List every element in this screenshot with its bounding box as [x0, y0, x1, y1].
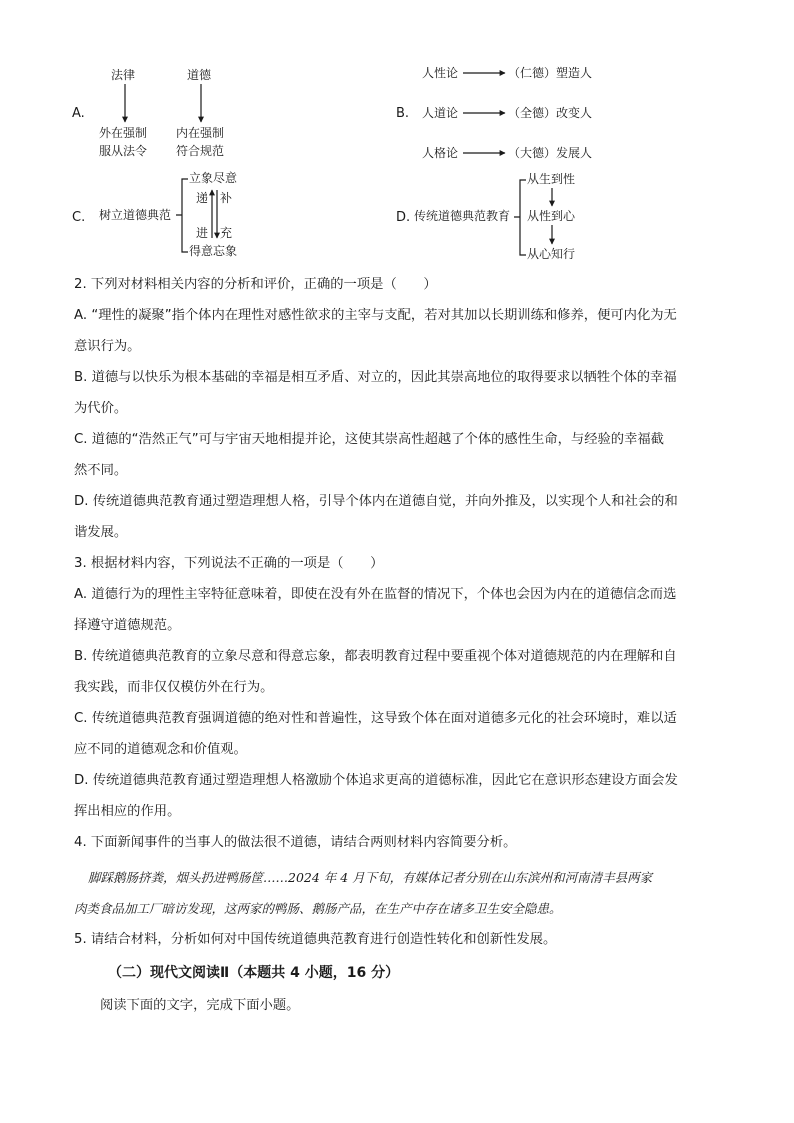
question-5-stem: 5. 请结合材料，分析如何对中国传统道德典范教育进行创造性转化和创新性发展。	[74, 932, 557, 947]
diagram-a-law-line2: 服从法令	[99, 144, 148, 158]
question-3-option-b[interactable]	[74, 641, 724, 703]
diagram-d-item-1: 从生到性	[527, 172, 576, 186]
diagram-b-row3-right: （大德）发展人	[508, 146, 593, 160]
diagram-c-brace	[176, 179, 188, 252]
diagram-a-law: 法律	[111, 68, 136, 82]
diagram-a-option[interactable]: A.	[72, 106, 85, 121]
diagram-b-row3-left: 人格论	[422, 146, 459, 160]
diagram-d-item-3: 从心知行	[527, 247, 576, 261]
diagram-c-right-a: 补	[220, 191, 233, 205]
question-3-option-c[interactable]	[74, 703, 724, 765]
diagram-c-right-b: 充	[220, 226, 233, 240]
question-4-material	[74, 862, 728, 924]
question-2	[74, 269, 724, 858]
diagram-c-left-b: 进	[196, 226, 209, 240]
question-2-option-b-line2: 为代价。	[74, 401, 128, 416]
question-2-option-d-line1: D. 传统道德典范教育通过塑造理想人格，引导个体内在道德自觉，并向外推及，以实现个人和社会的和	[74, 494, 678, 509]
question-4-stem: 4. 下面新闻事件的当事人的做法很不道德，请结合两则材料内容简要分析。	[74, 835, 517, 850]
diagram-c-top: 立象尽意	[189, 171, 238, 185]
diagram-c-option[interactable]: C.	[72, 210, 86, 225]
question-2-stem: 2. 下列对材料相关内容的分析和评价，正确的一项是（ ）	[74, 277, 437, 292]
question-3-option-c-line1: C. 传统道德典范教育强调道德的绝对性和普遍性，这导致个体在面对道德多元化的社会环境时，难以适	[74, 711, 677, 726]
question-3-option-c-line2: 应不同的道德观念和价值观。	[74, 742, 247, 757]
question-2-option-b-line1: B. 道德与以快乐为根本基础的幸福是相互矛盾、对立的，因此其崇高地位的取得要求以牺牲个体的幸福	[74, 370, 677, 385]
question-4-material-line1: 脚踩鹅肠挤粪，烟头扔进鸭肠筐……2024 年 4 月下旬，有媒体记者分别在山东滨州和河南清丰县两家	[88, 870, 653, 885]
diagram-b-row2-left: 人道论	[422, 106, 459, 120]
section-title: （二）现代文阅读Ⅱ（本题共 4 小题，16 分）	[108, 965, 400, 981]
diagram-d-option[interactable]: D.	[396, 210, 411, 225]
diagram-b-row2-right: （全德）改变人	[508, 106, 593, 120]
diagram-c-root: 树立道德典范	[99, 208, 172, 222]
diagram-b-row1-right: （仁德）塑造人	[508, 66, 593, 80]
question-3-option-d-line1: D. 传统道德典范教育通过塑造理想人格激励个体追求更高的道德标准，因此它在意识形态建设方面会发	[74, 773, 678, 788]
diagram-d-brace	[514, 180, 526, 255]
question-2-option-d-line2: 谐发展。	[74, 525, 128, 540]
diagram-d-item-2: 从性到心	[527, 209, 576, 223]
diagram-a-morality: 道德	[187, 68, 212, 82]
diagram-a-law-line1: 外在强制	[99, 126, 148, 140]
question-2-option-c-line1: C. 道德的“浩然正气”可与宇宙天地相提并论，这使其崇高性超越了个体的感性生命，与经验的幸福截	[74, 432, 664, 447]
question-2-option-d[interactable]	[74, 486, 724, 548]
diagram-c-bottom: 得意忘象	[189, 244, 238, 258]
question-3-option-a-line1: A. 道德行为的理性主宰特征意味着，即使在没有外在监督的情况下，个体也会因为内在的道德信念而选	[74, 587, 677, 602]
question-2-option-c-line2: 然不同。	[74, 463, 128, 478]
question-3-option-d-line2: 挥出相应的作用。	[74, 804, 181, 819]
question-2-option-b[interactable]	[74, 362, 724, 424]
diagram-b-row1-left: 人性论	[422, 66, 459, 80]
diagram-b-option[interactable]: B.	[396, 106, 410, 121]
section-intro: 阅读下面的文字，完成下面小题。	[100, 998, 300, 1013]
diagram-d-root: 传统道德典范教育	[414, 209, 511, 223]
question-4-material-line2: 肉类食品加工厂暗访发现，这两家的鸭肠、鹅肠产品，在生产中存在诸多卫生安全隐患。	[74, 901, 562, 916]
question-3-option-d[interactable]	[74, 765, 724, 827]
question-2-option-c[interactable]	[74, 424, 724, 486]
question-5	[74, 924, 724, 955]
question-3-stem: 3. 根据材料内容，下列说法不正确的一项是（ ）	[74, 556, 384, 571]
question-2-option-a[interactable]	[74, 300, 724, 362]
question-2-option-a-line2: 意识行为。	[74, 339, 141, 354]
question-3-option-b-line1: B. 传统道德典范教育的立象尽意和得意忘象，都表明教育过程中要重视个体对道德规范的内在理解和自	[74, 649, 677, 664]
question-3-option-a-line2: 择遵守道德规范。	[74, 618, 181, 633]
diagram-a-morality-line2: 符合规范	[176, 144, 225, 158]
diagram-c-left-a: 递	[196, 191, 209, 205]
question-3-option-a[interactable]	[74, 579, 724, 641]
question-2-option-a-line1: A. “理性的凝聚”指个体内在理性对感性欲求的主宰与支配，若对其加以长期训练和修养，便可内化为无	[74, 308, 677, 323]
diagram-a-morality-line1: 内在强制	[176, 126, 225, 140]
question-3-option-b-line2: 我实践，而非仅仅模仿外在行为。	[74, 680, 274, 695]
